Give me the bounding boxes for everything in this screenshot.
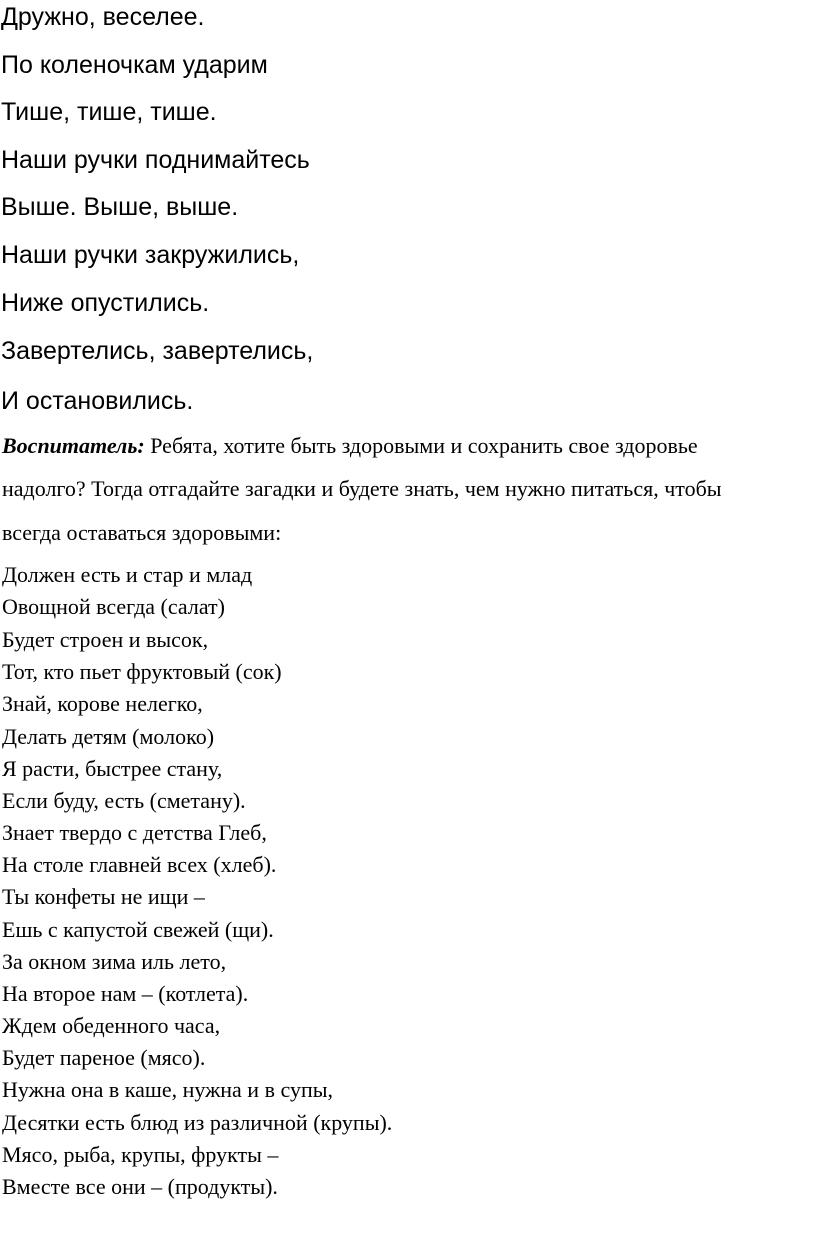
riddle-line: Ешь с капустой свежей (щи). [2, 917, 274, 942]
riddle-line: Знай, корове нелегко, [2, 691, 203, 716]
riddle-line: Ждем обеденного часа, [2, 1013, 221, 1038]
riddle-line: Ты конфеты не ищи – [2, 884, 205, 909]
riddle-line: За окном зима иль лето, [2, 949, 227, 974]
riddle-line: Будет строен и высок, [2, 627, 209, 652]
speaker-label: Воспитатель: [2, 433, 145, 458]
poem-line: По коленочкам ударим [1, 51, 268, 79]
poem-line: И остановились. [1, 387, 194, 415]
riddle-line: Мясо, рыба, крупы, фрукты – [2, 1142, 279, 1167]
educator-line-2: надолго? Тогда отгадайте загадки и будете знать, чем нужно питаться, чтобы [2, 476, 722, 501]
poem-line: Выше. Выше, выше. [1, 193, 239, 221]
riddle-line: На столе главней всех (хлеб). [2, 852, 277, 877]
poem-line: Дружно, веселее. [1, 3, 205, 31]
poem-line: Ниже опустились. [1, 289, 210, 317]
educator-line-3: всегда оставаться здоровыми: [2, 520, 282, 545]
poem-line: Наши ручки поднимайтесь [1, 146, 310, 174]
educator-text: Ребята, хотите быть здоровыми и сохранить свое здоровье [144, 433, 698, 458]
riddle-line: Если буду, есть (сметану). [2, 788, 246, 813]
riddle-line: Вместе все они – (продукты). [2, 1174, 278, 1199]
riddle-line: Должен есть и стар и млад [2, 562, 253, 587]
riddle-line: На второе нам – (котлета). [2, 981, 249, 1006]
riddle-line: Тот, кто пьет фруктовый (сок) [2, 659, 282, 684]
riddle-line: Делать детям (молоко) [2, 724, 215, 749]
poem-line: Наши ручки закружились, [1, 241, 300, 269]
riddle-line: Знает твердо с детства Глеб, [2, 820, 267, 845]
educator-line-1 [2, 433, 698, 459]
riddle-line: Будет пареное (мясо). [2, 1045, 206, 1070]
riddle-line: Нужна она в каше, нужна и в супы, [2, 1077, 333, 1102]
riddle-line: Я расти, быстрее стану, [2, 756, 223, 781]
riddle-line: Десятки есть блюд из различной (крупы). [2, 1110, 393, 1135]
poem-line: Завертелись, завертелись, [1, 337, 314, 365]
riddle-line: Овощной всегда (салат) [2, 594, 225, 619]
poem-line: Тише, тише, тише. [1, 98, 217, 126]
